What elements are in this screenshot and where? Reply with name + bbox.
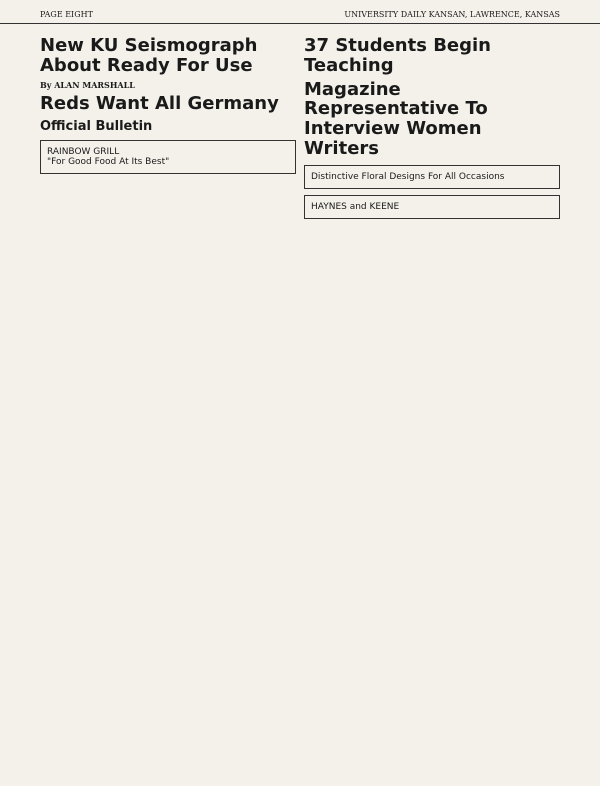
grill-tagline: "For Good Food At Its Best" [47,157,170,168]
haynes-ad: HAYNES and KEENE [304,195,560,219]
seismograph-byline: By ALAN MARSHALL [40,79,135,90]
seismograph-headline: New KU Seismograph About Ready For Use [40,35,258,76]
masthead [0,0,600,24]
bulletin-headline: Official Bulletin [40,119,153,135]
floral-ad: Distinctive Floral Designs For All Occasions [304,165,560,189]
students-headline: 37 Students Begin Teaching [304,35,491,76]
grill-ad [40,140,296,174]
left-column [40,32,296,225]
page-number: PAGE EIGHT [40,10,93,19]
right-column [304,32,560,225]
reds-headline: Reds Want All Germany [40,92,279,114]
paper-name: UNIVERSITY DAILY KANSAN, LAWRENCE, KANSAS [344,10,560,19]
mademoiselle-headline: Magazine Representative To Interview Women Writers [304,78,488,159]
grill-name: RAINBOW GRILL [47,147,120,158]
